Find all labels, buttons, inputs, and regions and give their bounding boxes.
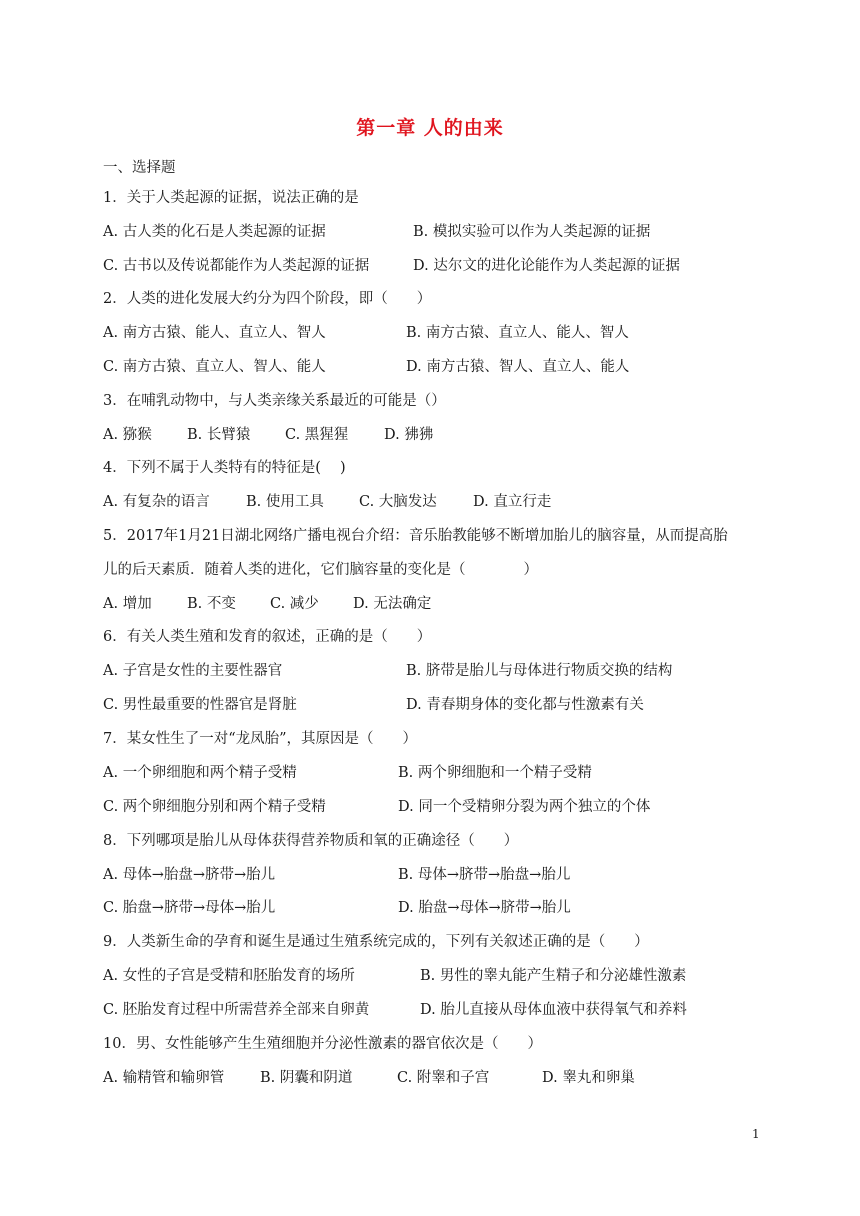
option-b: B. 男性的睾丸能产生精子和分泌雄性激素	[420, 968, 687, 984]
option-b: B. 长臂猿	[187, 427, 251, 443]
option-a: A. 子宫是女性的主要性器官	[103, 663, 283, 679]
question-stem: 9．人类新生命的孕育和诞生是通过生殖系统完成的，下列有关叙述正确的是（ ）	[103, 934, 649, 950]
option-b: B. 南方古猿、直立人、能人、智人	[406, 325, 629, 341]
question-stem: 3．在哺乳动物中，与人类亲缘关系最近的可能是（）	[103, 393, 446, 409]
question-stem: 5．2017年1月21日湖北网络广播电视台介绍：音乐胎教能够不断增加胎儿的脑容量，从而提高胎	[103, 528, 728, 544]
option-a: A. 女性的子宫是受精和胚胎发育的场所	[103, 968, 355, 984]
option-c: C. 大脑发达	[359, 494, 437, 510]
page-title: 第一章 人的由来	[356, 117, 504, 139]
option-b: B. 使用工具	[246, 494, 324, 510]
option-c: C. 黑猩猩	[285, 427, 349, 443]
option-c: C. 南方古猿、直立人、智人、能人	[103, 359, 326, 375]
option-c: C. 古书以及传说都能作为人类起源的证据	[103, 258, 370, 274]
option-d: D. 无法确定	[353, 596, 432, 612]
option-c: C. 减少	[270, 596, 319, 612]
question-stem: 1．关于人类起源的证据，说法正确的是	[103, 190, 359, 206]
option-d: D. 狒狒	[384, 427, 434, 443]
question-stem: 10．男、女性能够产生生殖细胞并分泌性激素的器官依次是（ ）	[103, 1036, 542, 1052]
option-d: D. 南方古猿、智人、直立人、能人	[406, 359, 630, 375]
option-d: D. 同一个受精卵分裂为两个独立的个体	[398, 799, 651, 815]
option-c: C. 两个卵细胞分别和两个精子受精	[103, 799, 326, 815]
option-a: A. 猕猴	[103, 427, 152, 443]
question-stem: 6．有关人类生殖和发育的叙述，正确的是（ ）	[103, 629, 432, 645]
question-stem: 4．下列不属于人类特有的特征是( )	[103, 460, 346, 476]
option-a: A. 南方古猿、能人、直立人、智人	[103, 325, 326, 341]
option-b: B. 模拟实验可以作为人类起源的证据	[413, 224, 651, 240]
option-b: B. 不变	[187, 596, 236, 612]
question-stem-continued: 儿的后天素质．随着人类的进化，它们脑容量的变化是（ ）	[103, 562, 538, 578]
option-c: C. 附睾和子宫	[397, 1070, 490, 1086]
option-a: A. 古人类的化石是人类起源的证据	[103, 224, 326, 240]
option-d: D. 达尔文的进化论能作为人类起源的证据	[413, 258, 680, 274]
option-a: A. 有复杂的语言	[103, 494, 210, 510]
option-a: A. 增加	[103, 596, 152, 612]
option-d: D. 青春期身体的变化都与性激素有关	[406, 697, 644, 713]
option-d: D. 胎儿直接从母体血液中获得氧气和养料	[420, 1002, 687, 1018]
option-a: A. 一个卵细胞和两个精子受精	[103, 765, 297, 781]
option-c: C. 男性最重要的性器官是肾脏	[103, 697, 297, 713]
option-d: D. 直立行走	[473, 494, 552, 510]
page-number: 1	[752, 1127, 760, 1141]
option-a: A. 母体→胎盘→脐带→胎儿	[103, 867, 276, 883]
option-b: B. 脐带是胎儿与母体进行物质交换的结构	[406, 663, 673, 679]
question-stem: 8．下列哪项是胎儿从母体获得营养物质和氧的正确途径（ ）	[103, 833, 519, 849]
option-c: C. 胚胎发育过程中所需营养全部来自卵黄	[103, 1002, 370, 1018]
option-c: C. 胎盘→脐带→母体→胎儿	[103, 900, 276, 916]
question-stem: 7．某女性生了一对“龙凤胎”，其原因是（ ）	[103, 731, 418, 747]
option-b: B. 两个卵细胞和一个精子受精	[398, 765, 592, 781]
option-a: A. 输精管和输卵管	[103, 1070, 225, 1086]
option-d: D. 睾丸和卵巢	[542, 1070, 635, 1086]
question-stem: 2．人类的进化发展大约分为四个阶段，即（ ）	[103, 291, 432, 307]
option-b: B. 阴囊和阴道	[260, 1070, 353, 1086]
option-d: D. 胎盘→母体→脐带→胎儿	[398, 900, 571, 916]
option-b: B. 母体→脐带→胎盘→胎儿	[398, 867, 571, 883]
section-heading: 一、选择题	[103, 160, 176, 176]
